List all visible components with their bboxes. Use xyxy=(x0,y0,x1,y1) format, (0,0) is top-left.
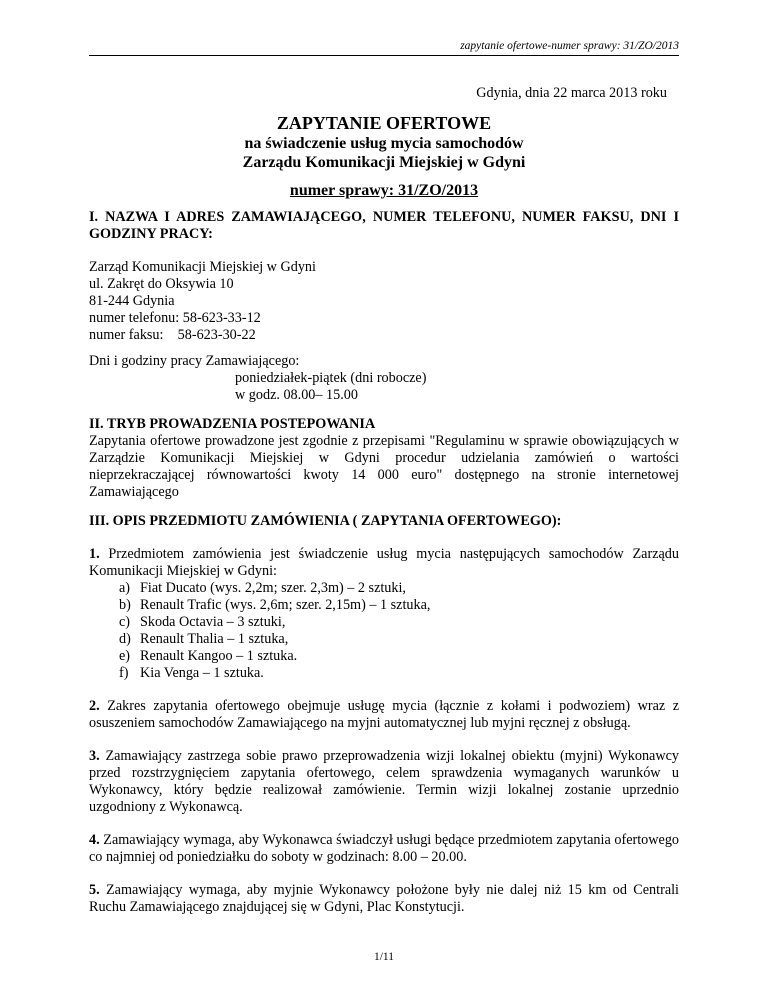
vehicle-text: Renault Kangoo – 1 sztuka. xyxy=(140,648,298,664)
point-number: 4. xyxy=(89,832,100,848)
list-item xyxy=(119,631,679,648)
document-subtitle-line-1: na świadczenie usług mycia samochodów xyxy=(244,135,524,152)
running-header: zapytanie ofertowe-numer sprawy: 31/ZO/2013 xyxy=(460,40,679,52)
fax-line: numer faksu: 58-623-30-22 xyxy=(89,327,256,343)
list-item xyxy=(119,597,679,614)
title-block xyxy=(89,112,679,200)
point-number: 2. xyxy=(89,698,100,714)
list-marker: f) xyxy=(119,665,129,681)
document-content xyxy=(89,85,679,916)
phone-line: numer telefonu: 58-623-33-12 xyxy=(89,310,261,326)
case-number: numer sprawy: 31/ZO/2013 xyxy=(289,182,479,199)
section-3-heading: III. OPIS PRZEDMIOTU ZAMÓWIENIA ( ZAPYTANIA OFERTOWEGO): xyxy=(89,513,562,529)
vehicle-list xyxy=(89,580,679,682)
point-1 xyxy=(89,546,679,580)
list-marker: e) xyxy=(119,648,131,664)
list-item xyxy=(119,614,679,631)
document-title: ZAPYTANIE OFERTOWE xyxy=(276,113,492,133)
vehicle-text: Kia Venga – 1 sztuka. xyxy=(140,665,264,681)
point-3 xyxy=(89,748,679,816)
list-item xyxy=(119,580,679,597)
point-number: 5. xyxy=(89,882,100,898)
point-text: Zamawiający wymaga, aby myjnie Wykonawcy położone były nie dalej niż 15 km od Centrali Ruchu Zamawiającego znajdującej się w Gdyni, Plac Konstytucji. xyxy=(89,882,680,915)
working-days: poniedziałek-piątek (dni robocze) xyxy=(235,370,427,386)
point-number: 1. xyxy=(89,546,100,562)
list-marker: b) xyxy=(119,597,131,613)
list-marker: d) xyxy=(119,631,131,647)
vehicle-text: Renault Thalia – 1 sztuka, xyxy=(140,631,289,647)
point-4 xyxy=(89,832,679,866)
vehicle-text: Fiat Ducato (wys. 2,2m; szer. 2,3m) – 2 sztuki, xyxy=(140,580,406,596)
document-subtitle-line-2: Zarządu Komunikacji Miejskiej w Gdyni xyxy=(242,154,526,171)
point-number: 3. xyxy=(89,748,100,764)
page-number: 1/11 xyxy=(373,951,395,963)
point-text: Zakres zapytania ofertowego obejmuje usługę mycia (łącznie z kołami i podwoziem) wraz z osuszeniem samochodów Zamawiającego na myjni automatycznej lub myjni ręcznej z obsługą. xyxy=(89,698,680,731)
vehicle-text: Renault Trafic (wys. 2,6m; szer. 2,15m) – 1 sztuka, xyxy=(140,597,431,613)
point-text: Przedmiotem zamówienia jest świadczenie usług mycia następujących samochodów Zarządu Komunikacji Miejskiej w Gdyni: xyxy=(89,546,679,579)
section-1-heading: I. NAZWA I ADRES ZAMAWIAJĄCEGO, NUMER TELEFONU, NUMER FAKSU, DNI I GODZINY PRACY: xyxy=(89,209,679,242)
list-marker: c) xyxy=(119,614,131,630)
header-rule xyxy=(89,55,679,56)
vehicle-text: Skoda Octavia – 3 sztuki, xyxy=(140,614,286,630)
address-line: 81-244 Gdynia xyxy=(89,293,175,309)
list-marker: a) xyxy=(119,580,131,596)
working-hours xyxy=(89,353,679,404)
working-hours-label: Dni i godziny pracy Zamawiającego: xyxy=(89,353,300,369)
point-5 xyxy=(89,882,679,916)
contractor-address xyxy=(89,259,679,344)
section-2-text: Zapytania ofertowe prowadzone jest zgodnie z przepisami "Regulaminu w sprawie obowiązujących w Zarządzie Komunikacji Miejskiej w Gdyni procedur udzielania zamówień o wartości nieprzekraczającej równowartości kwoty 14 000 euro" dostępnego na stronie internetowej Zamawiającego xyxy=(89,433,679,500)
point-2 xyxy=(89,698,679,732)
list-item xyxy=(119,665,679,682)
point-text: Zamawiający zastrzega sobie prawo przeprowadzenia wizji lokalnej obiektu (myjni) Wykonawcy przed rozstrzygnięciem zapytania ofertowego, celem sprawdzenia wymaganych warunków u Wykonawcy, który będzie realizował zamówienie. Termin wizji lokalnej zostanie uprzednio uzgodniony z Wykonawcą. xyxy=(89,748,679,815)
date-line: Gdynia, dnia 22 marca 2013 roku xyxy=(476,85,667,101)
working-time: w godz. 08.00– 15.00 xyxy=(235,387,358,403)
list-item xyxy=(119,648,679,665)
address-line: ul. Zakręt do Oksywia 10 xyxy=(89,276,234,292)
address-line: Zarząd Komunikacji Miejskiej w Gdyni xyxy=(89,259,316,275)
point-text: Zamawiający wymaga, aby Wykonawca świadczył usługi będące przedmiotem zapytania ofertowego co najmniej od poniedziałku do soboty w godzinach: 8.00 – 20.00. xyxy=(89,832,680,865)
section-2-heading: II. TRYB PROWADZENIA POSTEPOWANIA xyxy=(89,416,376,432)
